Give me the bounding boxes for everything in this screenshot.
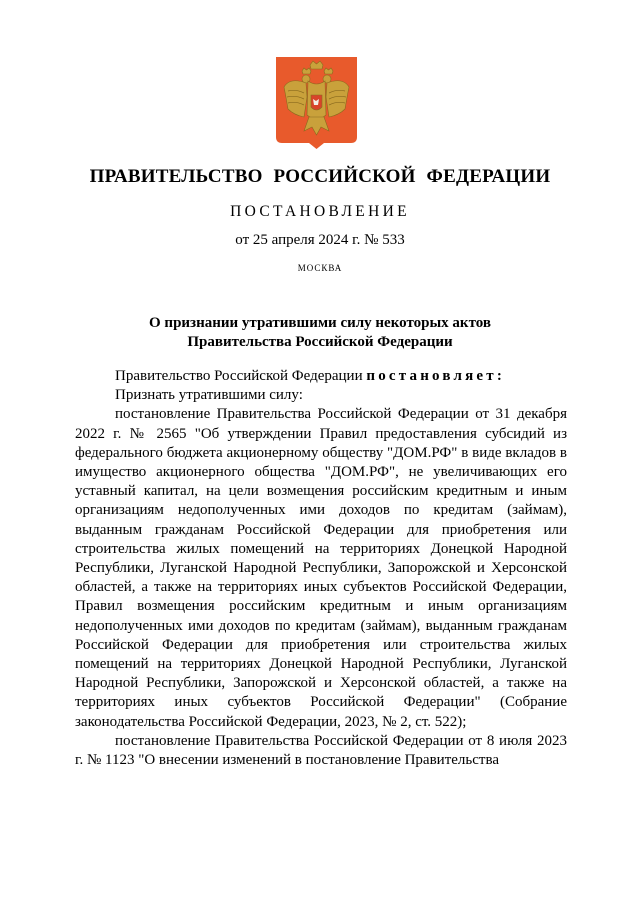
heading-line-1: О признании утратившими силу некоторых актов <box>149 315 491 331</box>
paragraph-resolution <box>75 367 567 386</box>
paragraph-declare: Признать утратившими силу: <box>115 387 303 404</box>
resolution-prefix: Правительство Российской Федерации <box>115 368 367 384</box>
document-date-number: от 25 апреля 2024 г. № 533 <box>235 232 405 248</box>
paragraph-act-1123: постановление Правительства Российской Федерации от 8 июля 2023 г. № 1123 "О внесении изменений в постановление Правительства <box>75 732 567 769</box>
resolution-verb: постановляет: <box>366 368 506 384</box>
document-type: ПОСТАНОВЛЕНИЕ <box>230 203 410 220</box>
document-city: МОСКВА <box>297 263 343 273</box>
heading-line-2: Правительства Российской Федерации <box>187 334 453 350</box>
coat-of-arms-icon <box>276 57 357 149</box>
paragraph-act-2565: постановление Правительства Российской Федерации от 31 декабря 2022 г. № 2565 "Об утверждении Правил предоставления субсидий из федерального бюджета акционерному обществу "ДОМ.РФ" в виде вкладов в имущество акционерного общества "ДОМ.РФ", не увеличивающих его уставный капитал, на цели возмещения российским кредитным и иным организациям недополученных ими доходов по кредитам (займам), выданным гражданам Российской Федерации для приобретения или строительства жилых помещений на территориях Донецкой Народной Республики, Луганской Народной Республики, Запорожской и Херсонской областей, а также на территориях иных субъектов Российской Федерации, Правил возмещения российским кредитным и иным организациям недополученных ими доходов по кредитам (займам), выданным гражданам Российской Федерации для приобретения или строительства жилых помещений на территориях Донецкой Народной Республики, Луганской Народной Республики, Запорожской и Херсонской областей, а также на территориях иных субъектов Российской Федерации" (Собрание законодательства Российской Федерации, 2023, № 2, ст. 522); <box>75 406 567 730</box>
document-heading <box>60 314 580 352</box>
government-title: ПРАВИТЕЛЬСТВО РОССИЙСКОЙ ФЕДЕРАЦИИ <box>89 166 551 187</box>
document-body <box>75 367 567 770</box>
